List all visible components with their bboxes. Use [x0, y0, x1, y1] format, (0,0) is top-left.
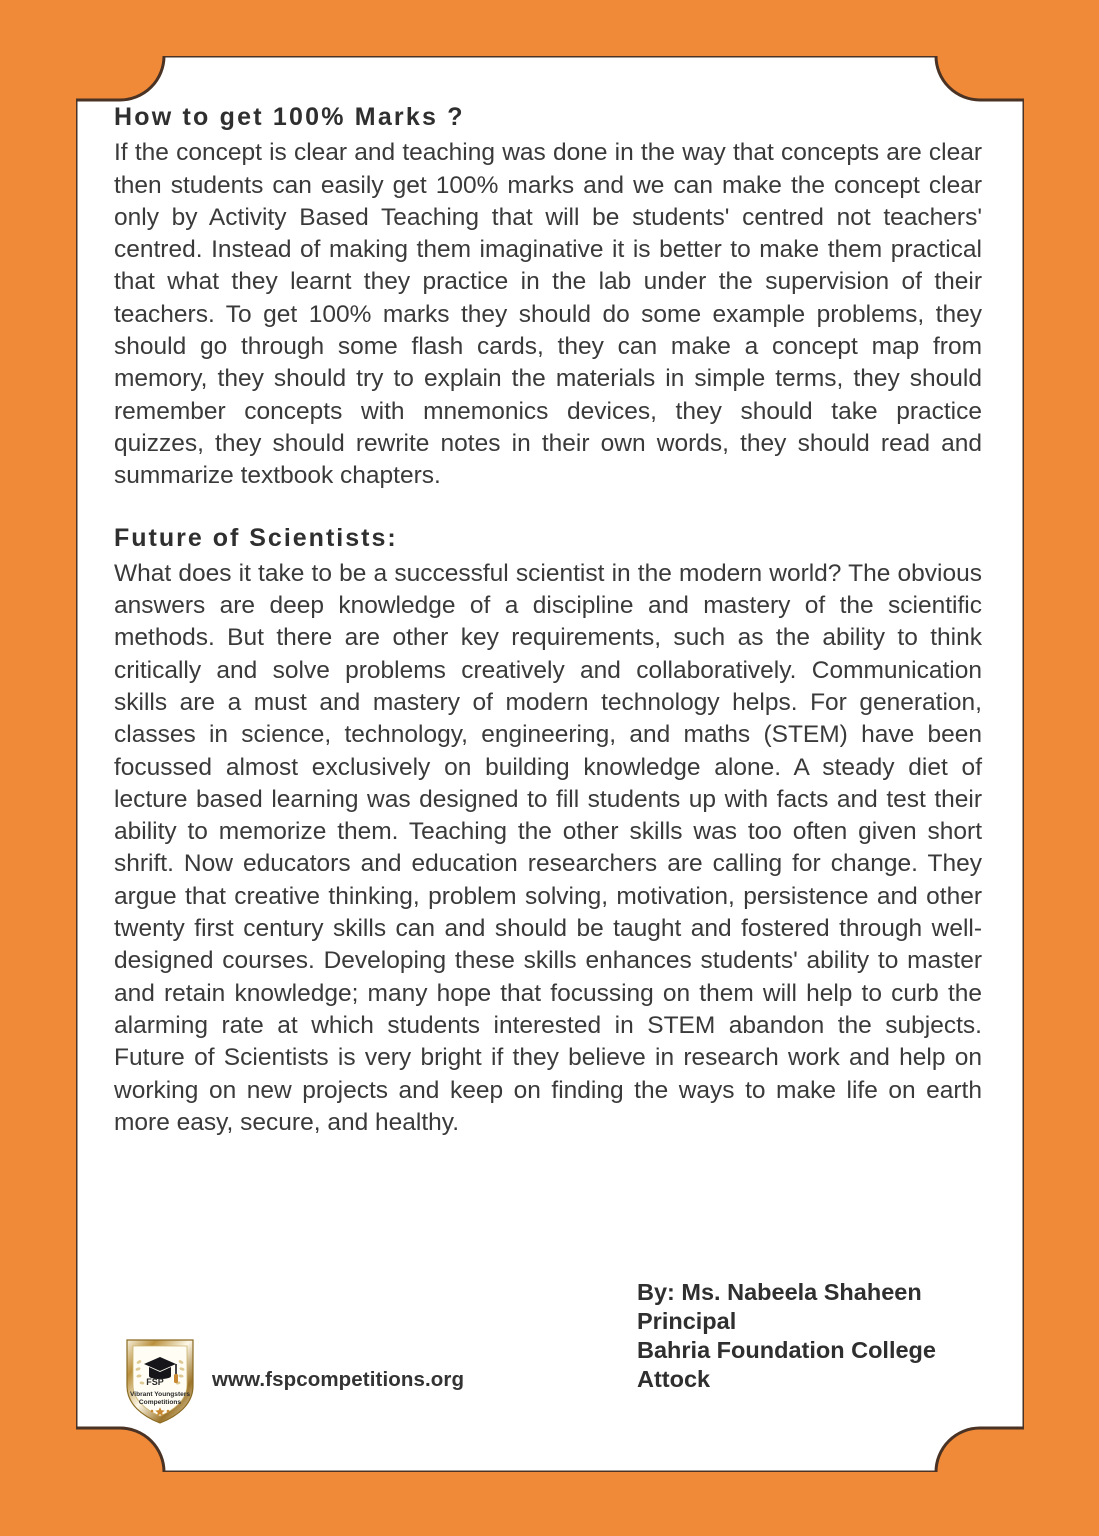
logo-monogram: FSP [146, 1377, 164, 1387]
panel-footer [114, 1278, 982, 1448]
section-body: If the concept is clear and teaching was done in the way that concepts are clear then students can easily get 100% marks and we can make the concept clear only by Activity Based Teaching that will be students' centred not teachers' centred. Instead of making them imaginative it is better to make them practical that what they learnt they practice in the lab under the supervision of their teachers. To get 100% marks they should do some example problems, they should go through some flash cards, they can make a concept map from memory, they should try to explain the materials in simple terms, they should remember concepts with mnemonics devices, they should take practice quizzes, they should rewrite notes in their own words, they should read and summarize textbook chapters. [114, 139, 982, 490]
byline-institution: Bahria Foundation College [637, 1337, 936, 1363]
section-body: What does it take to be a successful scientist in the modern world? The obvious answers are deep knowledge of a discipline and mastery of the scientific methods. But there are other key requirements, such as the ability to think critically and solve problems creatively and collaboratively. Communication skills are a must and mastery of modern technology helps. For generation, classes in science, technology, engineering, and maths (STEM) have been focussed almost exclusively on building knowledge alone. A steady diet of lecture based learning was designed to fill students up with facts and test their ability to memorize them. Teaching the other skills was too often given short shrift. Now educators and education researchers are calling for change. They argue that creative thinking, problem solving, motivation, persistence and other twenty first century skills can and should be taught and fostered through well-designed courses. Developing these skills enhances students' ability to master and retain knowledge; many hope that focussing on them will help to curb the alarming rate at which students interested in STEM abandon the subjects. Future of Scientists is very bright if they believe in research work and help on working on new projects and keep on finding the ways to make life on earth more easy, secure, and healthy. [114, 559, 982, 1136]
byline-location: Attock [637, 1366, 711, 1392]
content-panel [76, 56, 1024, 1472]
byline-title: Principal [637, 1308, 737, 1334]
byline-author: By: Ms. Nabeela Shaheen [637, 1279, 922, 1305]
fsp-shield-logo-icon [122, 1334, 198, 1426]
section-future-of-scientists [114, 523, 982, 1140]
section-how-to-get-marks [114, 102, 982, 493]
section-heading: How to get 100% Marks ? [114, 103, 465, 131]
section-heading: Future of Scientists: [114, 523, 398, 552]
byline-block [637, 1278, 982, 1394]
logo-tagline-line2: Competitions [138, 1399, 182, 1406]
logo-tagline-line1: Vibrant Youngsters [129, 1391, 191, 1398]
brand-block [122, 1334, 464, 1426]
site-url-text[interactable]: www.fspcompetitions.org [212, 1368, 465, 1391]
